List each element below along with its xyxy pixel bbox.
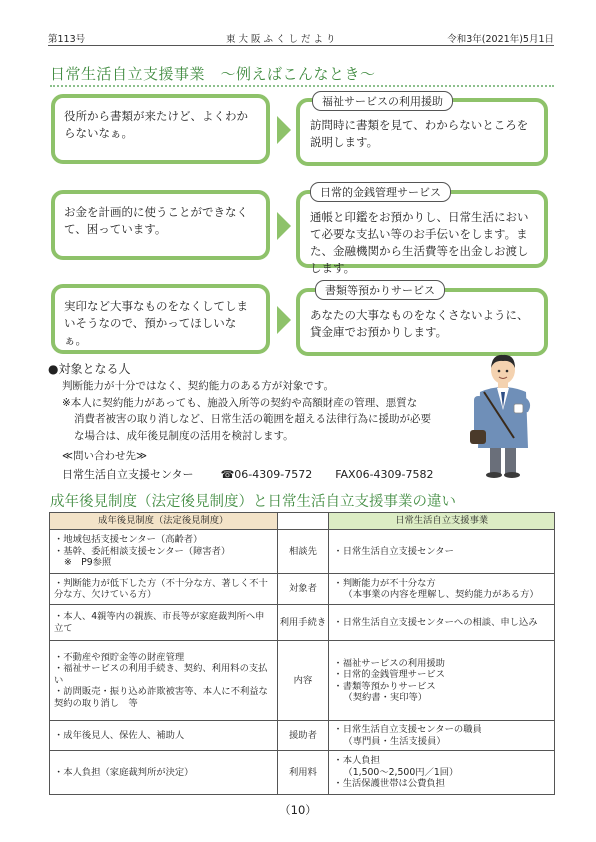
category-cell: 内容 — [277, 641, 329, 721]
guardianship-cell — [50, 605, 278, 641]
column-header-category — [277, 513, 329, 530]
category-cell: 相談先 — [277, 530, 329, 574]
independence-support-cell — [329, 721, 555, 751]
staff-illustration — [468, 352, 538, 478]
table-row — [50, 721, 555, 751]
cell-line: ・訪問販売・振り込め詐欺被害等、本人に不利益な契約の取り消し 等 — [54, 686, 268, 709]
cell-line: ・福祉サービスの利用援助 — [333, 657, 445, 669]
page-number: （10） — [279, 803, 317, 817]
cell-line: ・本人負担（家庭裁判所が決定） — [54, 766, 194, 778]
table-header-row — [50, 513, 555, 530]
category-cell: 援助者 — [277, 721, 329, 751]
cell-line: ・本人、4親等内の親族、市長等が家庭裁判所へ申立て — [54, 611, 265, 634]
arrow-right-icon — [277, 212, 291, 240]
cell-line: ・基幹、委託相談支援センター（障害者） — [54, 545, 231, 557]
independence-support-cell — [329, 751, 555, 795]
cell-line: ・成年後見人、保佐人、補助人 — [54, 729, 185, 741]
guardianship-cell — [50, 574, 278, 605]
cell-line: （契約書・実印等） — [343, 692, 428, 703]
cell-line: ・判断能力が不十分な方 — [333, 577, 436, 589]
guardianship-cell — [50, 721, 278, 751]
independence-support-cell — [329, 641, 555, 721]
cell-line: （本事業の内容を理解し、契約能力がある方） — [343, 589, 539, 600]
target-heading: ●対象となる人 — [48, 362, 131, 376]
issue-number: 第113号 — [48, 34, 86, 45]
section-title-comparison: 成年後見制度（法定後見制度）と日常生活自立支援事業の違い — [50, 494, 456, 510]
problem-box: 実印など大事なものをなくしてしまいそうなので、預かってほしいなぁ。 — [51, 284, 270, 354]
contact-tel: ☎06-4309-7572 — [220, 468, 313, 481]
column-header-independence-support: 日常生活自立支援事業 — [329, 513, 555, 530]
independence-support-cell — [329, 530, 555, 574]
guardianship-cell — [50, 530, 278, 574]
cell-line: （専門員・生活支援員） — [343, 735, 446, 747]
page-header — [48, 30, 554, 46]
independence-support-cell — [329, 605, 555, 641]
cell-line: ・福祉サービスの利用手続き、契約、利用料の支払い — [54, 663, 268, 686]
cell-line: ※ P9参照 — [64, 557, 112, 569]
title-divider — [50, 85, 554, 87]
column-header-guardianship: 成年後見制度（法定後見制度） — [50, 513, 278, 530]
guardianship-cell — [50, 641, 278, 721]
category-cell: 対象者 — [277, 574, 329, 605]
independence-support-cell — [329, 574, 555, 605]
service-tag: 日常的金銭管理サービス — [310, 182, 451, 202]
cell-line: ・日常的金銭管理サービス — [333, 669, 445, 680]
comparison-table — [49, 512, 555, 795]
service-answer-box: 訪問時に書類を見て、わからないところを説明します。 — [296, 98, 548, 166]
target-section — [48, 360, 468, 442]
target-line: 判断能力が十分ではなく、契約能力のある方が対象です。 — [62, 380, 334, 392]
table-row — [50, 530, 555, 574]
problem-box: 役所から書類が来たけど、よくわからないなぁ。 — [51, 94, 270, 164]
table-row — [50, 605, 555, 641]
cell-line: （1,500～2,500円／1回） — [343, 766, 459, 778]
table-row — [50, 751, 555, 795]
cell-line: ・地域包括支援センター（高齢者） — [54, 534, 203, 546]
contact-label: ≪問い合わせ先≫ — [62, 450, 147, 462]
arrow-right-icon — [277, 306, 291, 334]
contact-org: 日常生活自立支援センター — [62, 468, 194, 481]
newsletter-name: 東大阪ふくしだより — [226, 34, 339, 45]
guardianship-cell — [50, 751, 278, 795]
table-row — [50, 641, 555, 721]
cell-line: ・日常生活自立支援センター — [333, 545, 454, 557]
table-row — [50, 574, 555, 605]
category-cell: 利用手続き — [277, 605, 329, 641]
cell-line: ・日常生活自立支援センターの職員 — [333, 724, 482, 735]
cell-line: ・判断能力が低下した方（不十分な方、著しく不十分な方、欠けている方） — [54, 577, 268, 600]
cell-line: ・書類等預かりサービス — [333, 680, 436, 692]
service-tag: 福祉サービスの利用援助 — [312, 91, 453, 111]
arrow-right-icon — [277, 116, 291, 144]
cell-line: ・日常生活自立支援センターへの相談、申し込み — [333, 616, 538, 628]
cell-line: ・本人負担 — [333, 755, 380, 767]
target-note: 消費者被害の取り消しなど、日常生活の範囲を超える法律行為に援助が必要 — [74, 413, 431, 425]
category-cell: 利用料 — [277, 751, 329, 795]
section-title-examples: 日常生活自立支援事業 ～例えばこんなとき～ — [50, 65, 376, 83]
problem-box: お金を計画的に使うことができなくて、困っています。 — [51, 190, 270, 260]
target-note: な場合は、成年後見制度の活用を検討します。 — [74, 429, 294, 442]
contact-info — [62, 466, 434, 482]
service-tag: 書類等預かりサービス — [315, 280, 445, 300]
cell-line: ・生活保護世帯は公費負担 — [333, 778, 445, 790]
contact-fax: FAX06-4309-7582 — [335, 468, 434, 481]
service-answer-box: あなたの大事なものをなくさないように、貸金庫でお預かりします。 — [296, 288, 548, 356]
target-note: ※本人に契約能力があっても、施設入所等の契約や高額財産の管理、悪質な — [62, 396, 418, 409]
target-body — [62, 378, 472, 444]
service-answer-box: 通帳と印鑑をお預かりし、日常生活において必要な支払い等のお手伝いをします。また、金融機関から生活費等を出金しお渡しします。 — [296, 190, 548, 268]
issue-date: 令和3年(2021年)5月1日 — [447, 34, 554, 45]
cell-line: ・不動産や預貯金等の財産管理 — [54, 651, 185, 663]
